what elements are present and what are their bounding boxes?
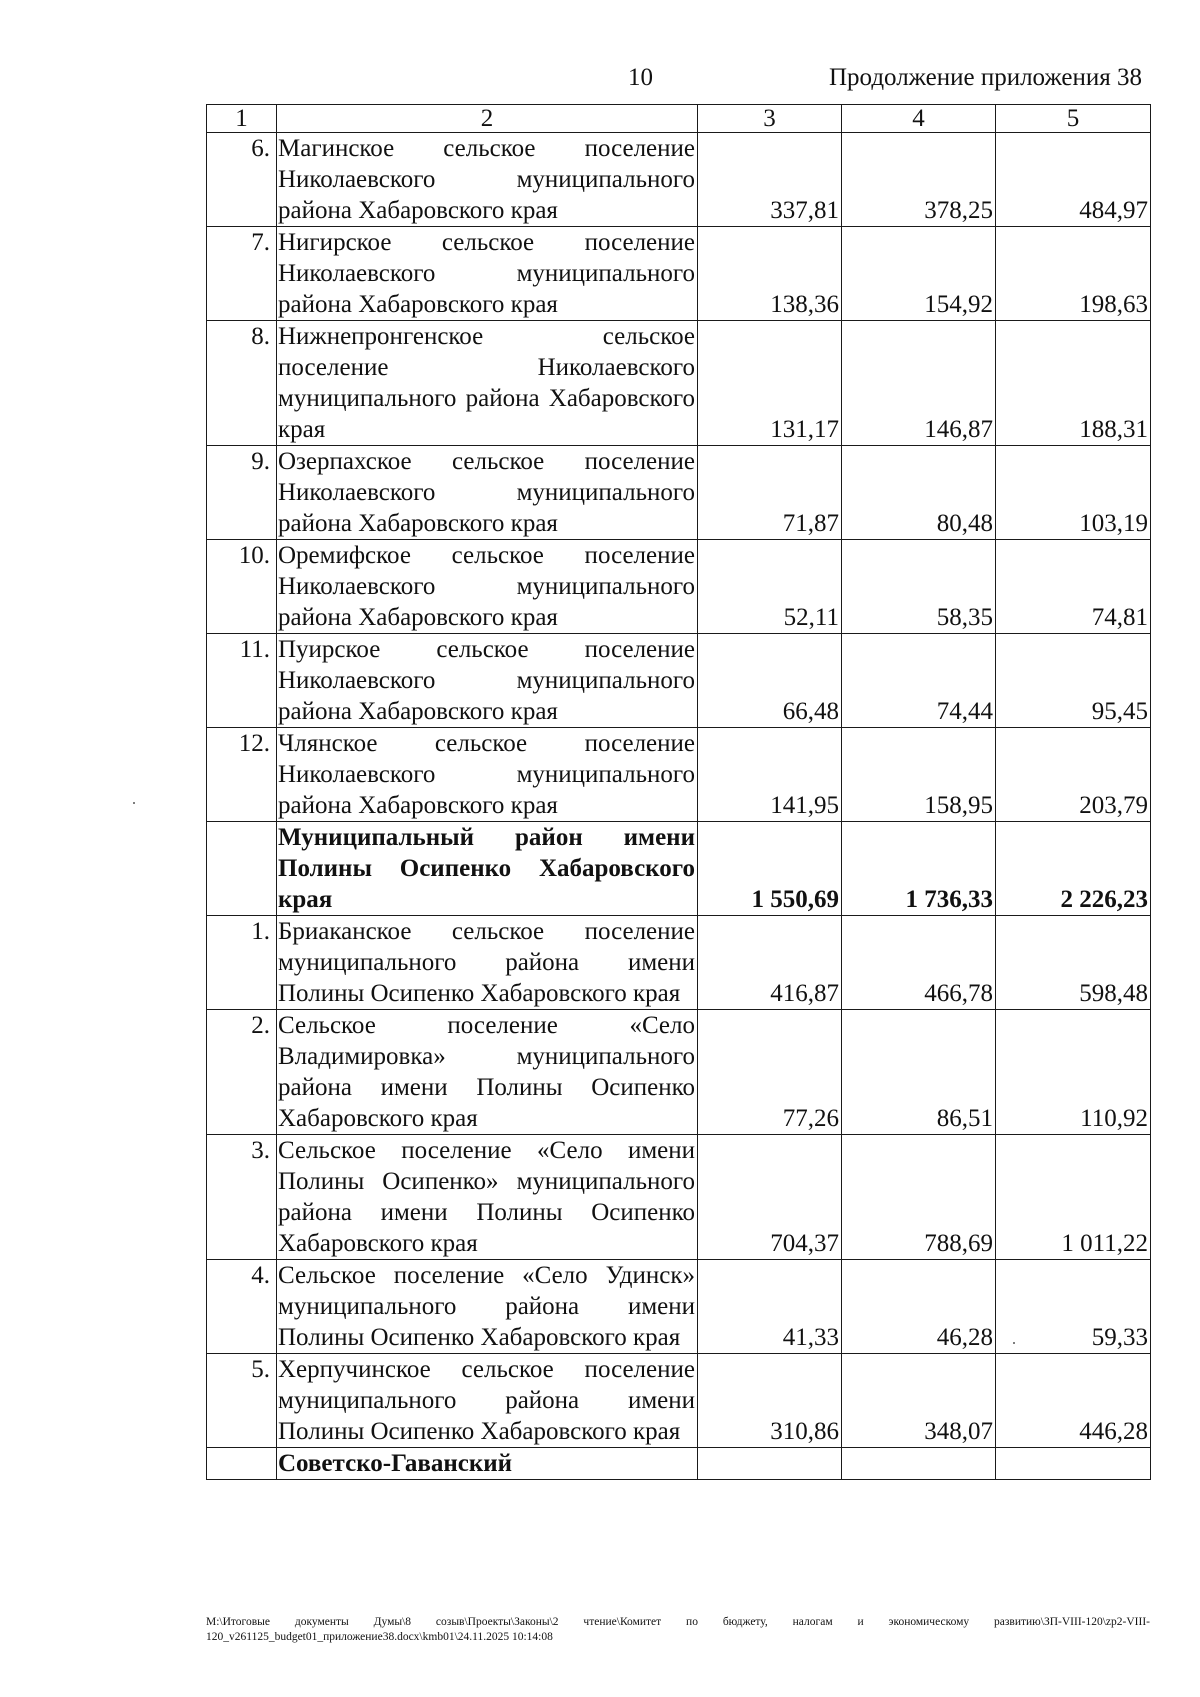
municipality-name: Нигирское сельское поселение Николаевского муниципального района Хабаровского края bbox=[277, 227, 698, 321]
value-col5: 484,97 bbox=[996, 133, 1151, 227]
municipality-name: Оремифское сельское поселение Николаевского муниципального района Хабаровского края bbox=[277, 540, 698, 634]
value-col4: 378,25 bbox=[842, 133, 996, 227]
document-footer-path: М:\Итоговые документы Думы\8 созыв\Проекты\Законы\2 чтение\Комитет по бюджету, налогам и экономическому развитию\ЗП-VIII-120\zp2-VIII-120_v261125_budget01_приложение38.docx\kmb01\24.11.2025 10:14:08 bbox=[206, 1616, 1150, 1643]
value-col5: 198,63 bbox=[996, 227, 1151, 321]
value-col3: 131,17 bbox=[698, 321, 842, 446]
value-col4: 74,44 bbox=[842, 634, 996, 728]
value-col4: 46,28 bbox=[842, 1260, 996, 1354]
column-header-5: 5 bbox=[996, 105, 1151, 133]
row-number: 2. bbox=[207, 1010, 277, 1135]
value-col4: 146,87 bbox=[842, 321, 996, 446]
row-number: 9. bbox=[207, 446, 277, 540]
value-col4: 1 736,33 bbox=[842, 822, 996, 916]
value-col4: 348,07 bbox=[842, 1354, 996, 1448]
municipality-name: Магинское сельское поселение Николаевского муниципального района Хабаровского края bbox=[277, 133, 698, 227]
municipality-name: Сельское поселение «Село Владимировка» муниципального района имени Полины Осипенко Хабаровского края bbox=[277, 1010, 698, 1135]
value-col4: 158,95 bbox=[842, 728, 996, 822]
row-number: 12. bbox=[207, 728, 277, 822]
row-number: 11. bbox=[207, 634, 277, 728]
table-row bbox=[207, 1260, 1151, 1354]
municipality-name: Озерпахское сельское поселение Николаевского муниципального района Хабаровского края bbox=[277, 446, 698, 540]
row-number: 6. bbox=[207, 133, 277, 227]
value-col5: 59,33 bbox=[996, 1260, 1151, 1354]
municipality-name: Сельское поселение «Село Удинск» муниципального района имени Полины Осипенко Хабаровского края bbox=[277, 1260, 698, 1354]
row-number: 4. bbox=[207, 1260, 277, 1354]
table-row bbox=[207, 634, 1151, 728]
table-row bbox=[207, 916, 1151, 1010]
page-number: 10 bbox=[628, 64, 653, 91]
row-number: 5. bbox=[207, 1354, 277, 1448]
value-col4: 86,51 bbox=[842, 1010, 996, 1135]
scan-speck bbox=[1013, 1342, 1015, 1344]
value-col5: 188,31 bbox=[996, 321, 1151, 446]
value-col3: 141,95 bbox=[698, 728, 842, 822]
value-col5: 2 226,23 bbox=[996, 822, 1151, 916]
value-col3: 66,48 bbox=[698, 634, 842, 728]
column-header-4: 4 bbox=[842, 105, 996, 133]
table-row bbox=[207, 1354, 1151, 1448]
municipality-name: Члянское сельское поселение Николаевского муниципального района Хабаровского края bbox=[277, 728, 698, 822]
value-col3 bbox=[698, 1448, 842, 1480]
table-row bbox=[207, 1135, 1151, 1260]
municipality-name: Херпучинское сельское поселение муниципального района имени Полины Осипенко Хабаровского края bbox=[277, 1354, 698, 1448]
table-row bbox=[207, 728, 1151, 822]
value-col3: 416,87 bbox=[698, 916, 842, 1010]
appendix-caption: Продолжение приложения 38 bbox=[828, 64, 1142, 91]
row-number: 7. bbox=[207, 227, 277, 321]
value-col5: 74,81 bbox=[996, 540, 1151, 634]
value-col5: 110,92 bbox=[996, 1010, 1151, 1135]
district-name: Муниципальный район имени Полины Осипенко Хабаровского края bbox=[277, 822, 698, 916]
value-col3: 310,86 bbox=[698, 1354, 842, 1448]
row-number: 8. bbox=[207, 321, 277, 446]
value-col3: 138,36 bbox=[698, 227, 842, 321]
budget-table bbox=[206, 104, 1151, 1480]
value-col5: 598,48 bbox=[996, 916, 1151, 1010]
table-row bbox=[207, 446, 1151, 540]
column-header-1: 1 bbox=[207, 105, 277, 133]
value-col3: 1 550,69 bbox=[698, 822, 842, 916]
value-col4: 154,92 bbox=[842, 227, 996, 321]
column-header-3: 3 bbox=[698, 105, 842, 133]
municipality-name: Сельское поселение «Село имени Полины Осипенко» муниципального района имени Полины Осипенко Хабаровского края bbox=[277, 1135, 698, 1260]
table-row bbox=[207, 1010, 1151, 1135]
municipality-name: Нижнепронгенское сельское поселение Николаевского муниципального района Хабаровского края bbox=[277, 321, 698, 446]
row-number bbox=[207, 822, 277, 916]
value-col3: 41,33 bbox=[698, 1260, 842, 1354]
value-col3: 337,81 bbox=[698, 133, 842, 227]
table-row bbox=[207, 133, 1151, 227]
value-col4: 80,48 bbox=[842, 446, 996, 540]
district-name: Советско-Гаванский bbox=[277, 1448, 698, 1480]
value-col3: 71,87 bbox=[698, 446, 842, 540]
row-number: 1. bbox=[207, 916, 277, 1010]
value-col4: 788,69 bbox=[842, 1135, 996, 1260]
value-col5: 1 011,22 bbox=[996, 1135, 1151, 1260]
table-row bbox=[207, 540, 1151, 634]
row-number bbox=[207, 1448, 277, 1480]
value-col3: 77,26 bbox=[698, 1010, 842, 1135]
municipality-name: Бриаканское сельское поселение муниципального района имени Полины Осипенко Хабаровского края bbox=[277, 916, 698, 1010]
value-col5: 95,45 bbox=[996, 634, 1151, 728]
value-col4: 466,78 bbox=[842, 916, 996, 1010]
row-number: 3. bbox=[207, 1135, 277, 1260]
value-col4 bbox=[842, 1448, 996, 1480]
scan-speck bbox=[133, 802, 135, 804]
value-col3: 52,11 bbox=[698, 540, 842, 634]
value-col5: 103,19 bbox=[996, 446, 1151, 540]
value-col4: 58,35 bbox=[842, 540, 996, 634]
municipality-name: Пуирское сельское поселение Николаевского муниципального района Хабаровского края bbox=[277, 634, 698, 728]
value-col5 bbox=[996, 1448, 1151, 1480]
table-row bbox=[207, 227, 1151, 321]
row-number: 10. bbox=[207, 540, 277, 634]
value-col5: 203,79 bbox=[996, 728, 1151, 822]
district-header-row bbox=[207, 1448, 1151, 1480]
table-row bbox=[207, 321, 1151, 446]
value-col3: 704,37 bbox=[698, 1135, 842, 1260]
table-header-row bbox=[207, 105, 1151, 133]
district-total-row bbox=[207, 822, 1151, 916]
column-header-2: 2 bbox=[277, 105, 698, 133]
value-col5: 446,28 bbox=[996, 1354, 1151, 1448]
